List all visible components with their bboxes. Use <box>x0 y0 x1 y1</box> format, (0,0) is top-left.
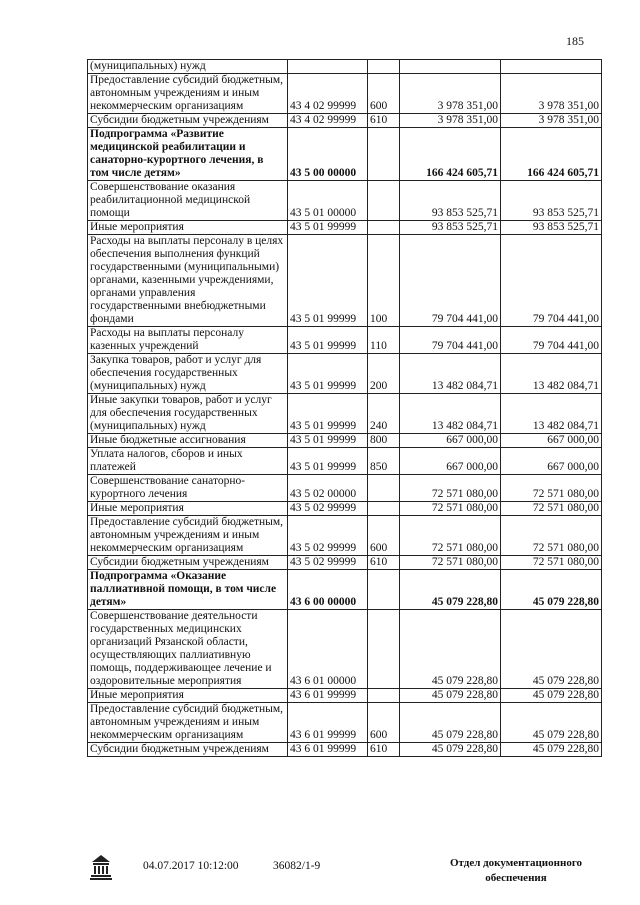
row-amount-2-cell: 72 571 080,00 <box>501 502 602 516</box>
row-amount-2-cell <box>501 60 602 74</box>
row-amount-1-cell: 93 853 525,71 <box>400 181 501 221</box>
table-row <box>88 114 602 128</box>
row-amount-1-cell: 13 482 084,71 <box>400 394 501 434</box>
row-amount-1-cell: 79 704 441,00 <box>400 327 501 354</box>
row-code-cell: 43 6 01 99999 <box>288 689 368 703</box>
row-expense-type-cell <box>368 181 400 221</box>
row-expense-type-cell: 600 <box>368 74 400 114</box>
row-expense-type-cell: 100 <box>368 235 400 327</box>
row-name-cell: Иные мероприятия <box>88 221 288 235</box>
row-amount-1-cell: 45 079 228,80 <box>400 703 501 743</box>
row-amount-1-cell: 166 424 605,71 <box>400 128 501 181</box>
row-name-cell: Иные мероприятия <box>88 689 288 703</box>
row-code-cell: 43 5 01 99999 <box>288 434 368 448</box>
row-amount-2-cell: 45 079 228,80 <box>501 610 602 689</box>
row-expense-type-cell: 850 <box>368 448 400 475</box>
table-row <box>88 235 602 327</box>
table-row <box>88 354 602 394</box>
row-name-cell: Совершенствование санаторно-курортного лечения <box>88 475 288 502</box>
row-amount-1-cell: 667 000,00 <box>400 434 501 448</box>
row-amount-1-cell: 45 079 228,80 <box>400 570 501 610</box>
row-expense-type-cell <box>368 475 400 502</box>
row-expense-type-cell: 240 <box>368 394 400 434</box>
row-code-cell <box>288 60 368 74</box>
row-amount-2-cell: 45 079 228,80 <box>501 703 602 743</box>
row-amount-1-cell: 72 571 080,00 <box>400 475 501 502</box>
row-amount-2-cell: 93 853 525,71 <box>501 221 602 235</box>
row-expense-type-cell: 610 <box>368 556 400 570</box>
row-code-cell: 43 5 02 99999 <box>288 556 368 570</box>
table-row <box>88 128 602 181</box>
row-name-cell: Иные закупки товаров, работ и услуг для обеспечения государственных (муниципальных) нужд <box>88 394 288 434</box>
row-code-cell: 43 5 02 00000 <box>288 475 368 502</box>
row-name-cell: Подпрограмма «Развитие медицинской реабилитации и санаторно-курортного лечения, в том числе детям» <box>88 128 288 181</box>
row-expense-type-cell <box>368 60 400 74</box>
row-amount-2-cell: 3 978 351,00 <box>501 114 602 128</box>
table-row <box>88 610 602 689</box>
row-amount-1-cell: 79 704 441,00 <box>400 235 501 327</box>
row-amount-2-cell: 3 978 351,00 <box>501 74 602 114</box>
table-row <box>88 434 602 448</box>
footer-doc-number: 36082/1-9 <box>273 860 321 872</box>
row-code-cell: 43 5 01 99999 <box>288 394 368 434</box>
table-row <box>88 181 602 221</box>
row-code-cell: 43 5 02 99999 <box>288 502 368 516</box>
row-name-cell: Уплата налогов, сборов и иных платежей <box>88 448 288 475</box>
row-code-cell: 43 5 01 99999 <box>288 327 368 354</box>
row-amount-1-cell: 13 482 084,71 <box>400 354 501 394</box>
table-row <box>88 327 602 354</box>
row-name-cell: Предоставление субсидий бюджетным, автономным учреждениям и иным некоммерческим организациям <box>88 74 288 114</box>
row-amount-2-cell: 166 424 605,71 <box>501 128 602 181</box>
row-amount-2-cell: 72 571 080,00 <box>501 516 602 556</box>
row-amount-1-cell: 45 079 228,80 <box>400 610 501 689</box>
row-amount-2-cell: 72 571 080,00 <box>501 556 602 570</box>
row-expense-type-cell <box>368 221 400 235</box>
row-amount-1-cell: 3 978 351,00 <box>400 114 501 128</box>
row-amount-1-cell: 93 853 525,71 <box>400 221 501 235</box>
table-row <box>88 475 602 502</box>
duma-building-icon <box>86 852 116 882</box>
row-name-cell: Субсидии бюджетным учреждениям <box>88 114 288 128</box>
table-row <box>88 703 602 743</box>
table-row <box>88 74 602 114</box>
row-name-cell: Подпрограмма «Оказание паллиативной помощи, в том числе детям» <box>88 570 288 610</box>
row-amount-2-cell: 45 079 228,80 <box>501 689 602 703</box>
row-code-cell: 43 5 01 99999 <box>288 221 368 235</box>
page-number: 185 <box>566 34 584 48</box>
row-name-cell: Субсидии бюджетным учреждениям <box>88 556 288 570</box>
row-code-cell: 43 6 00 00000 <box>288 570 368 610</box>
row-name-cell: Расходы на выплаты персоналу в целях обеспечения выполнения функций государственными (муниципальными) органами, казенными учреждениями, органами управления государственными внебюджетными фондами <box>88 235 288 327</box>
row-amount-2-cell: 13 482 084,71 <box>501 354 602 394</box>
row-name-cell: Иные бюджетные ассигнования <box>88 434 288 448</box>
table-row <box>88 221 602 235</box>
budget-table-body <box>88 60 602 757</box>
row-code-cell: 43 5 01 99999 <box>288 235 368 327</box>
row-expense-type-cell: 600 <box>368 516 400 556</box>
row-code-cell: 43 5 01 00000 <box>288 181 368 221</box>
footer-datetime: 04.07.2017 10:12:00 <box>143 860 239 872</box>
row-code-cell: 43 6 01 00000 <box>288 610 368 689</box>
row-amount-2-cell: 13 482 084,71 <box>501 394 602 434</box>
row-amount-2-cell: 45 079 228,80 <box>501 570 602 610</box>
row-expense-type-cell <box>368 502 400 516</box>
row-code-cell: 43 5 01 99999 <box>288 354 368 394</box>
row-code-cell: 43 5 02 99999 <box>288 516 368 556</box>
table-row <box>88 516 602 556</box>
row-amount-1-cell: 3 978 351,00 <box>400 74 501 114</box>
row-expense-type-cell <box>368 610 400 689</box>
row-amount-1-cell: 45 079 228,80 <box>400 689 501 703</box>
row-amount-2-cell: 72 571 080,00 <box>501 475 602 502</box>
row-amount-1-cell: 72 571 080,00 <box>400 516 501 556</box>
row-amount-2-cell: 79 704 441,00 <box>501 235 602 327</box>
row-expense-type-cell <box>368 128 400 181</box>
row-name-cell: Предоставление субсидий бюджетным, автономным учреждениям и иным некоммерческим организациям <box>88 516 288 556</box>
row-code-cell: 43 5 01 99999 <box>288 448 368 475</box>
row-code-cell: 43 4 02 99999 <box>288 74 368 114</box>
row-expense-type-cell: 610 <box>368 114 400 128</box>
row-amount-2-cell: 79 704 441,00 <box>501 327 602 354</box>
row-expense-type-cell: 600 <box>368 703 400 743</box>
row-name-cell: (муниципальных) нужд <box>88 60 288 74</box>
row-expense-type-cell <box>368 689 400 703</box>
row-expense-type-cell: 800 <box>368 434 400 448</box>
row-expense-type-cell <box>368 570 400 610</box>
row-code-cell: 43 4 02 99999 <box>288 114 368 128</box>
row-name-cell: Субсидии бюджетным учреждениям <box>88 743 288 757</box>
row-name-cell: Совершенствование деятельности государственных медицинских организаций Рязанской области, осуществляющих паллиативную помощь, поддерживающее лечение и оздоровительные мероприятия <box>88 610 288 689</box>
row-amount-1-cell: 667 000,00 <box>400 448 501 475</box>
table-row <box>88 689 602 703</box>
row-expense-type-cell: 610 <box>368 743 400 757</box>
table-row <box>88 502 602 516</box>
table-row <box>88 394 602 434</box>
table-row <box>88 60 602 74</box>
row-name-cell: Совершенствование оказания реабилитационной медицинской помощи <box>88 181 288 221</box>
table-row <box>88 743 602 757</box>
row-amount-2-cell: 45 079 228,80 <box>501 743 602 757</box>
row-name-cell: Расходы на выплаты персоналу казенных учреждений <box>88 327 288 354</box>
row-amount-2-cell: 667 000,00 <box>501 434 602 448</box>
table-row <box>88 556 602 570</box>
table-row <box>88 570 602 610</box>
row-amount-1-cell: 45 079 228,80 <box>400 743 501 757</box>
row-expense-type-cell: 110 <box>368 327 400 354</box>
row-code-cell: 43 6 01 99999 <box>288 743 368 757</box>
footer-department: Отдел документационного обеспечения <box>449 857 583 884</box>
row-name-cell: Иные мероприятия <box>88 502 288 516</box>
row-amount-2-cell: 667 000,00 <box>501 448 602 475</box>
row-amount-1-cell: 72 571 080,00 <box>400 556 501 570</box>
row-amount-1-cell <box>400 60 501 74</box>
row-code-cell: 43 6 01 99999 <box>288 703 368 743</box>
row-code-cell: 43 5 00 00000 <box>288 128 368 181</box>
row-name-cell: Закупка товаров, работ и услуг для обеспечения государственных (муниципальных) нужд <box>88 354 288 394</box>
row-amount-2-cell: 93 853 525,71 <box>501 181 602 221</box>
table-row <box>88 448 602 475</box>
row-name-cell: Предоставление субсидий бюджетным, автономным учреждениям и иным некоммерческим организациям <box>88 703 288 743</box>
row-expense-type-cell: 200 <box>368 354 400 394</box>
budget-table <box>87 59 602 757</box>
row-amount-1-cell: 72 571 080,00 <box>400 502 501 516</box>
